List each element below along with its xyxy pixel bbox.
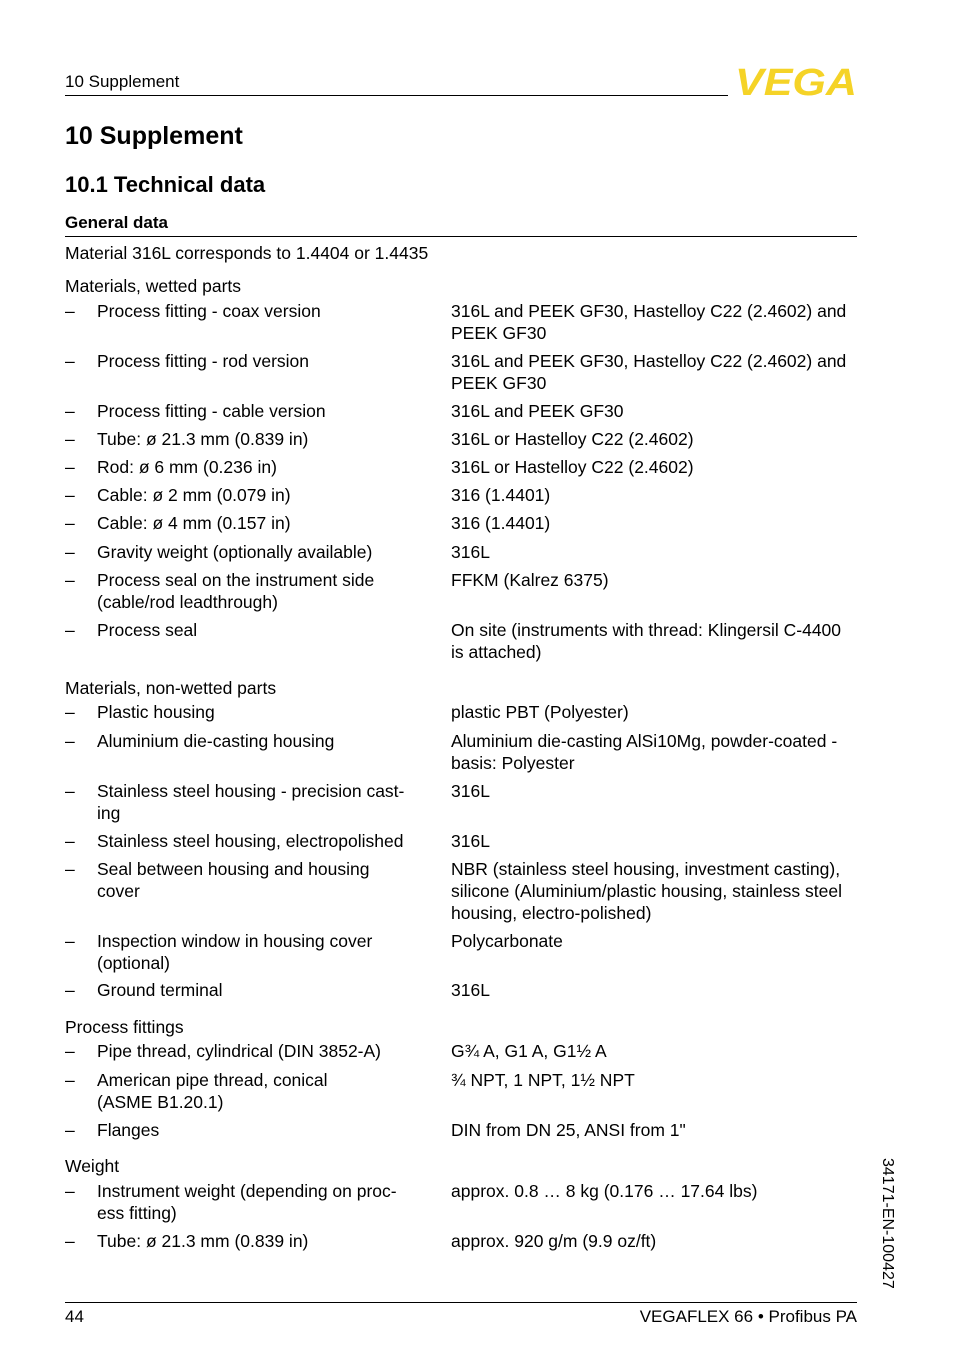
row-label-cont: ing (97, 803, 121, 823)
row-label: Process seal (97, 620, 198, 640)
product-name: VEGAFLEX 66 • Profibus PA (639, 1307, 857, 1326)
vega-logo (735, 65, 859, 99)
row-label-cont: (optional) (97, 953, 170, 973)
row-label: Plastic housing (97, 702, 215, 722)
row-value: 316L or Hastelloy C22 (2.4602) (451, 457, 694, 477)
row-value: approx. 0.8 … 8 kg (0.176 … 17.64 lbs) (451, 1181, 758, 1201)
row-label: Tube: ø 21.3 mm (0.839 in) (97, 1231, 309, 1251)
footer-rule (65, 1302, 857, 1303)
row-value: Aluminium die-casting AlSi10Mg, powder-coated - (451, 731, 838, 751)
group-weight: Weight (65, 1156, 120, 1176)
document-code: 34171-EN-100427 (879, 1158, 896, 1289)
row-label: Rod: ø 6 mm (0.236 in) (97, 457, 277, 477)
row-dash: – (65, 1041, 75, 1061)
row-label: Inspection window in housing cover (97, 931, 373, 951)
row-label: Process fitting - rod version (97, 351, 310, 371)
row-value: FFKM (Kalrez 6375) (451, 570, 609, 590)
row-dash: – (65, 401, 75, 421)
row-label-cont: cover (97, 881, 140, 901)
row-label: Stainless steel housing, electropolished (97, 831, 404, 851)
row-value-cont: PEEK GF30 (451, 373, 547, 393)
row-dash: – (65, 980, 75, 1000)
row-label: Stainless steel housing - precision cast- (97, 781, 405, 801)
row-value: plastic PBT (Polyester) (451, 702, 629, 722)
row-dash: – (65, 542, 75, 562)
row-dash: – (65, 429, 75, 449)
row-value: ¾ NPT, 1 NPT, 1½ NPT (451, 1070, 635, 1090)
row-dash: – (65, 301, 75, 321)
subsection-title: General data (65, 213, 168, 232)
row-label: Aluminium die-casting housing (97, 731, 335, 751)
subsection-rule (65, 236, 857, 237)
section-title: 10.1 Technical data (65, 172, 266, 197)
row-value-cont: basis: Polyester (451, 753, 575, 773)
group-nonwetted: Materials, non-wetted parts (65, 678, 277, 698)
row-dash: – (65, 457, 75, 477)
row-value: Polycarbonate (451, 931, 563, 951)
row-label-cont: (ASME B1.20.1) (97, 1092, 224, 1112)
row-label: Cable: ø 4 mm (0.157 in) (97, 513, 291, 533)
row-dash: – (65, 513, 75, 533)
row-value: 316L or Hastelloy C22 (2.4602) (451, 429, 694, 449)
intro-text: Material 316L corresponds to 1.4404 or 1.4435 (65, 243, 429, 263)
row-label: Flanges (97, 1120, 160, 1140)
row-value: 316L (451, 831, 490, 851)
group-fittings: Process fittings (65, 1017, 184, 1037)
chapter-title: 10 Supplement (65, 122, 243, 150)
running-header: 10 Supplement (65, 72, 180, 91)
row-value: NBR (stainless steel housing, investment casting), (451, 859, 841, 879)
row-dash: – (65, 781, 75, 801)
row-label: Gravity weight (optionally available) (97, 542, 373, 562)
row-dash: – (65, 1120, 75, 1140)
row-label: Process fitting - coax version (97, 301, 321, 321)
row-value: 316L (451, 542, 490, 562)
row-dash: – (65, 570, 75, 590)
page-number: 44 (65, 1307, 84, 1326)
row-value-cont: silicone (Aluminium/plastic housing, stainless steel (451, 881, 843, 901)
row-label: Tube: ø 21.3 mm (0.839 in) (97, 429, 309, 449)
row-dash: – (65, 620, 75, 640)
row-value: 316 (1.4401) (451, 513, 551, 533)
group-wetted: Materials, wetted parts (65, 276, 242, 296)
header-rule (65, 95, 728, 96)
row-value: approx. 920 g/m (9.9 oz/ft) (451, 1231, 657, 1251)
row-value-cont: PEEK GF30 (451, 323, 547, 343)
row-value-cont: is attached) (451, 642, 542, 662)
row-label: Seal between housing and housing (97, 859, 370, 879)
row-value: 316 (1.4401) (451, 485, 551, 505)
row-dash: – (65, 702, 75, 722)
row-label: Ground terminal (97, 980, 223, 1000)
row-value: G¾ A, G1 A, G1½ A (451, 1041, 607, 1061)
row-value: On site (instruments with thread: Klingersil C-4400 (451, 620, 842, 640)
row-label: Pipe thread, cylindrical (DIN 3852-A) (97, 1041, 382, 1061)
row-dash: – (65, 1070, 75, 1090)
row-value: DIN from DN 25, ANSI from 1" (451, 1120, 686, 1140)
row-dash: – (65, 351, 75, 371)
row-dash: – (65, 1181, 75, 1201)
row-label: American pipe thread, conical (97, 1070, 328, 1090)
row-label: Cable: ø 2 mm (0.079 in) (97, 485, 291, 505)
row-label: Instrument weight (depending on proc- (97, 1181, 397, 1201)
row-label: Process fitting - cable version (97, 401, 326, 421)
row-dash: – (65, 1231, 75, 1251)
row-label: Process seal on the instrument side (97, 570, 375, 590)
row-value: 316L (451, 980, 490, 1000)
row-label-cont: ess fitting) (97, 1203, 177, 1223)
row-value: 316L and PEEK GF30 (451, 401, 624, 421)
logo-text: VEGA (735, 65, 857, 99)
row-dash: – (65, 859, 75, 879)
row-dash: – (65, 931, 75, 951)
row-value: 316L and PEEK GF30, Hastelloy C22 (2.4602) and (451, 351, 847, 371)
row-dash: – (65, 831, 75, 851)
row-dash: – (65, 485, 75, 505)
row-dash: – (65, 731, 75, 751)
row-value: 316L and PEEK GF30, Hastelloy C22 (2.4602) and (451, 301, 847, 321)
row-value-cont: housing, electro-polished) (451, 903, 652, 923)
row-label-cont: (cable/rod leadthrough) (97, 592, 278, 612)
row-value: 316L (451, 781, 490, 801)
